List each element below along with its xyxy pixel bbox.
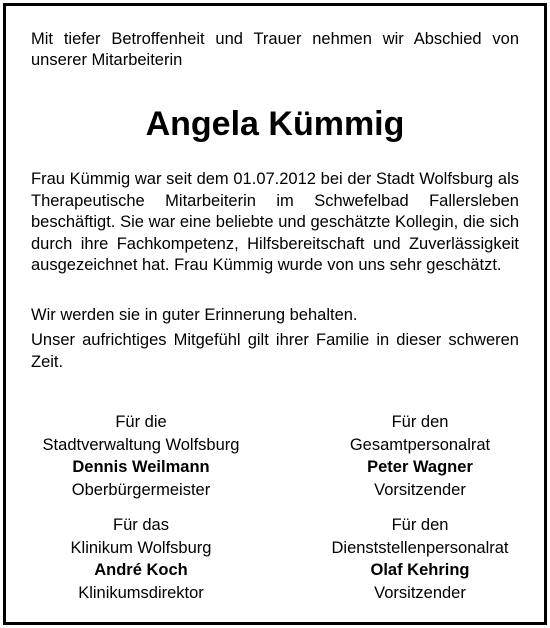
remembrance-paragraph: Wir werden sie in guter Erinnerung behalten. xyxy=(31,306,358,324)
signature-for: Für das xyxy=(113,516,169,534)
signature-block-clinic xyxy=(11,514,271,604)
signature-person: André Koch xyxy=(94,561,188,579)
signature-role: Klinikumsdirektor xyxy=(78,583,204,602)
signature-org: Gesamtpersonalrat xyxy=(349,435,491,454)
signature-block-city xyxy=(11,411,271,501)
signature-org: Stadtverwaltung Wolfsburg xyxy=(42,435,240,454)
signature-role: Vorsitzender xyxy=(374,480,466,499)
signature-block-staff-council xyxy=(290,411,550,501)
intro-text: Mit tiefer Betroffenheit und Trauer nehmen wir Abschied von unserer Mitarbeiterin xyxy=(31,30,519,69)
deceased-name: Angela Kümmig xyxy=(145,105,405,143)
signature-for: Für den xyxy=(391,516,449,534)
signature-person: Dennis Weilmann xyxy=(72,458,210,476)
signature-for: Für die xyxy=(115,413,167,431)
biography-paragraph: Frau Kümmig war seit dem 01.07.2012 bei der Stadt Wolfsburg als Therapeutische Mitarbeiterin im Schwefelbad Fallersleben beschäftigt. Sie war eine beliebte und geschätzte Kollegin, die sich durch ihre Fachkompetenz, Hilfsbereitschaft und Zuverlässigkeit ausgezeichnet hat. Frau Kümmig wurde von uns sehr geschätzt. xyxy=(31,170,519,274)
signature-block-department-council xyxy=(290,514,550,604)
signature-role: Vorsitzender xyxy=(374,583,466,602)
signature-org: Klinikum Wolfsburg xyxy=(70,538,212,557)
signature-person: Olaf Kehring xyxy=(370,561,470,579)
signature-person: Peter Wagner xyxy=(367,458,473,476)
condolence-paragraph: Unser aufrichtiges Mitgefühl gilt ihrer Familie in dieser schweren Zeit. xyxy=(31,331,519,371)
signature-role: Oberbürgermeister xyxy=(71,480,211,499)
signature-for: Für den xyxy=(391,413,449,431)
signature-org: Dienststellenpersonalrat xyxy=(331,538,509,557)
